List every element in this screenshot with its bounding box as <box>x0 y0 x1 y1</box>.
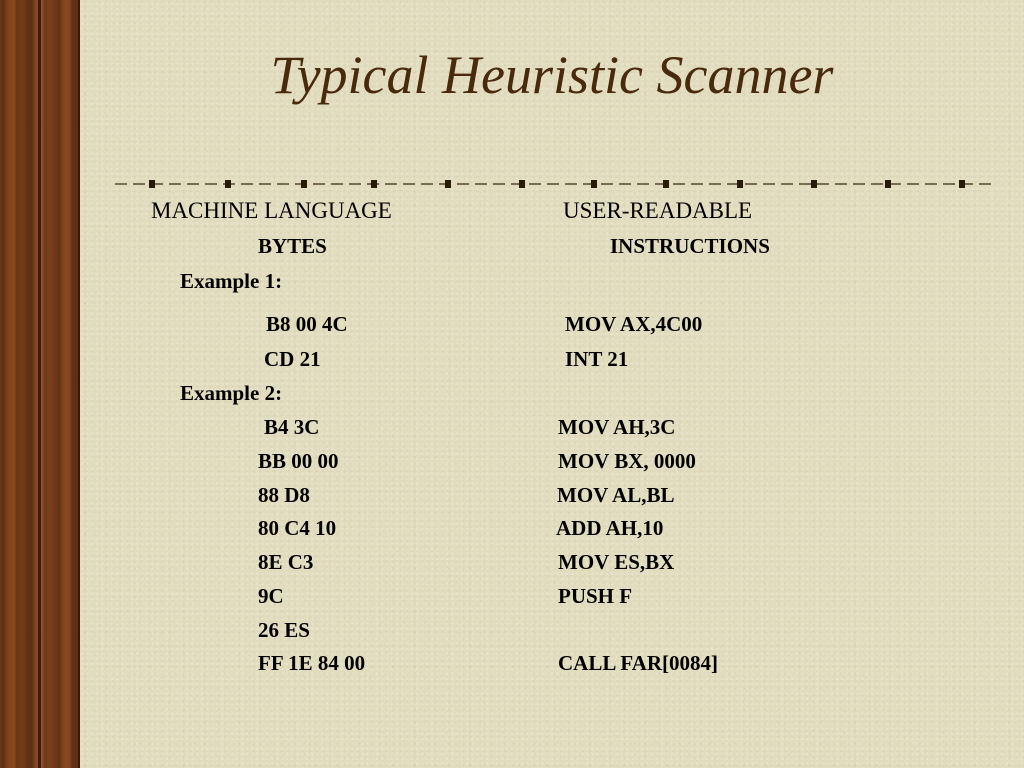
example-2-bytes: 26 ES <box>258 618 310 642</box>
example-1-bytes: CD 21 <box>264 347 321 371</box>
example-2-instruction: CALL FAR[0084] <box>558 651 719 675</box>
example-2-bytes: 80 C4 10 <box>258 516 337 540</box>
example-2-instruction: ADD AH,10 <box>556 516 664 540</box>
example-1-label: Example 1: <box>180 269 283 293</box>
wood-strip-divider <box>38 0 41 768</box>
dashed-divider <box>115 176 995 192</box>
slide-title: Typical Heuristic Scanner <box>270 45 834 105</box>
header-bytes: BYTES <box>258 234 327 258</box>
header-user-readable: USER-READABLE <box>563 198 753 223</box>
header-instructions: INSTRUCTIONS <box>610 234 770 258</box>
example-1-instruction: MOV AX,4C00 <box>565 312 703 336</box>
example-2-instruction: MOV BX, 0000 <box>558 449 696 473</box>
example-2-instruction: MOV ES,BX <box>558 550 675 574</box>
example-2-bytes: B4 3C <box>264 415 320 439</box>
header-machine-language: MACHINE LANGUAGE <box>151 198 392 223</box>
example-2-instruction: MOV AH,3C <box>558 415 676 439</box>
example-2-bytes: FF 1E 84 00 <box>258 651 366 675</box>
example-2-label: Example 2: <box>180 381 283 405</box>
wood-border-strip <box>0 0 80 768</box>
example-2-bytes: 88 D8 <box>258 483 310 507</box>
example-2-instruction: PUSH F <box>558 584 633 608</box>
example-2-bytes: 8E C3 <box>258 550 314 574</box>
example-2-bytes: 9C <box>258 584 284 608</box>
example-1-instruction: INT 21 <box>565 347 629 371</box>
example-1-bytes: B8 00 4C <box>266 312 348 336</box>
example-2-instruction: MOV AL,BL <box>557 483 675 507</box>
example-2-bytes: BB 00 00 <box>258 449 339 473</box>
